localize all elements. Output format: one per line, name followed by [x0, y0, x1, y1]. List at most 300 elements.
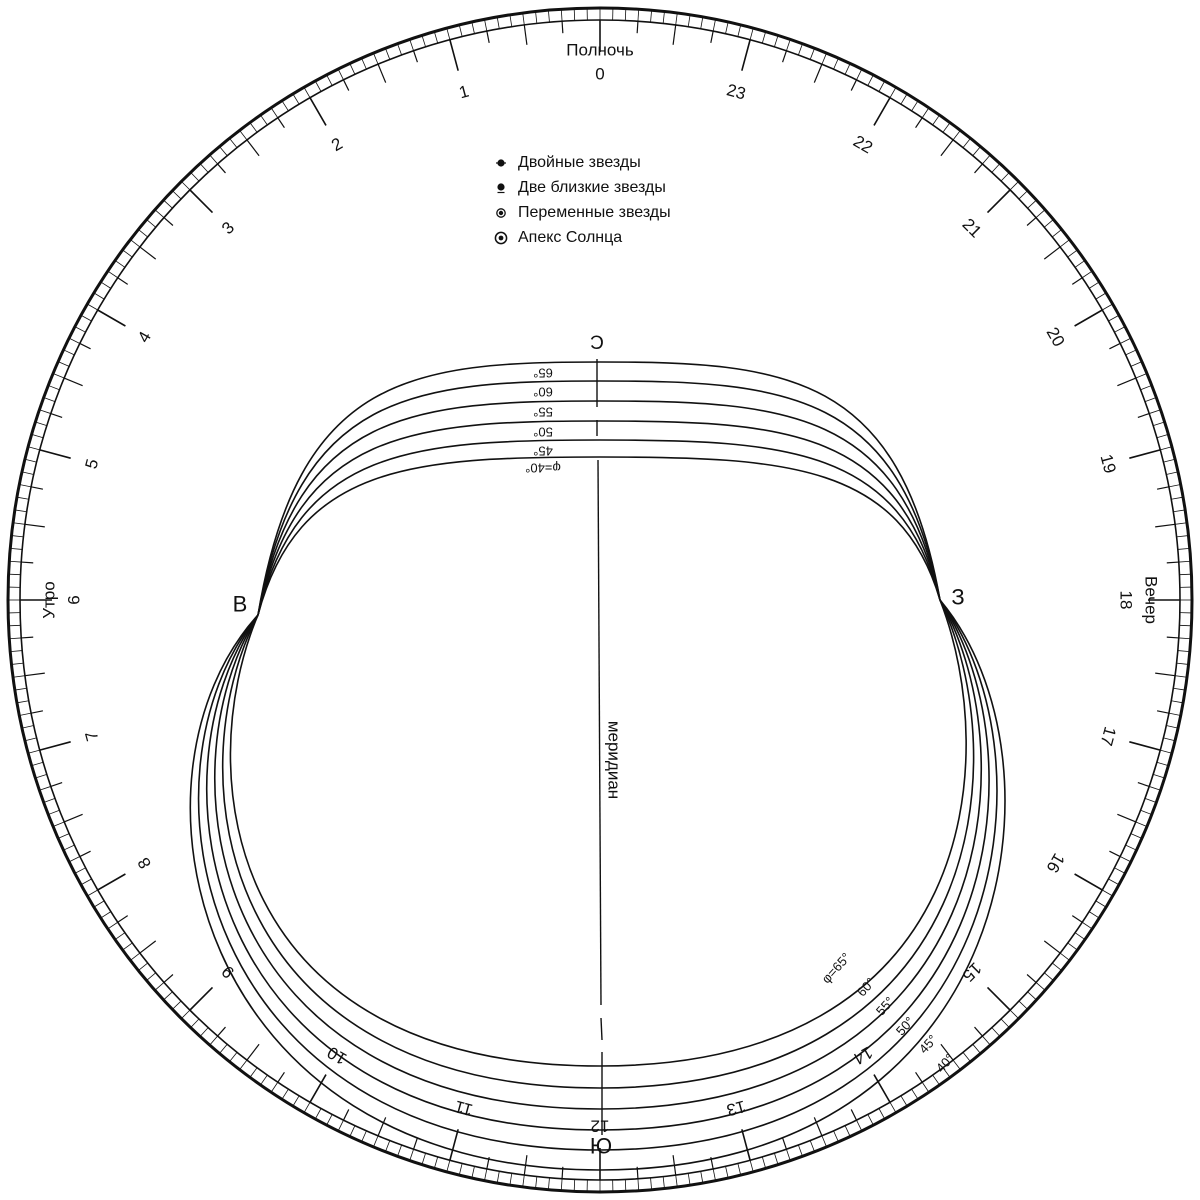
- dial-tick: [1155, 673, 1175, 676]
- dial-minute-tick: [786, 39, 790, 50]
- dial-minute-tick: [75, 327, 86, 333]
- dial-minute-tick: [1089, 912, 1099, 918]
- dial-minute-tick: [459, 25, 462, 37]
- legend-item-double-star: [490, 150, 671, 175]
- dial-minute-tick: [1044, 219, 1053, 227]
- dial-minute-tick: [32, 762, 44, 765]
- dial-minute-tick: [688, 1173, 690, 1185]
- dial-minute-tick: [1131, 834, 1142, 839]
- dial-tick: [140, 247, 156, 259]
- dial-minute-tick: [1145, 798, 1156, 802]
- dial-minute-tick: [890, 87, 896, 97]
- dial-minute-tick: [1163, 459, 1175, 462]
- dial-minute-tick: [130, 240, 140, 247]
- dial-minute-tick: [798, 44, 802, 55]
- hour-tick: [40, 450, 71, 458]
- dial-minute-tick: [1019, 191, 1028, 199]
- dial-minute-tick: [327, 1114, 333, 1125]
- dial-minute-tick: [1120, 338, 1131, 343]
- horizon-curve-lower: [190, 600, 1005, 1170]
- dial-minute-tick: [1089, 282, 1099, 288]
- dial-tick: [164, 218, 173, 226]
- dial-minute-tick: [350, 63, 355, 74]
- dial-minute-tick: [28, 447, 40, 450]
- dial-minute-tick: [422, 1153, 426, 1164]
- dial-minute-tick: [1173, 510, 1185, 512]
- dial-minute-tick: [901, 1096, 907, 1106]
- dial-minute-tick: [101, 282, 111, 288]
- dial-minute-tick: [1178, 651, 1190, 652]
- dial-tick: [218, 1027, 226, 1036]
- dial-minute-tick: [25, 459, 37, 462]
- dial-minute-tick: [1153, 774, 1164, 778]
- dial-minute-tick: [510, 15, 512, 27]
- dial-minute-tick: [1179, 561, 1191, 562]
- dial-tick: [1138, 783, 1149, 787]
- dial-minute-tick: [147, 219, 156, 227]
- dial-minute-tick: [1126, 845, 1137, 850]
- dial-minute-tick: [22, 726, 34, 729]
- dial-minute-tick: [1068, 250, 1078, 257]
- dial-minute-tick: [973, 1044, 981, 1053]
- dial-minute-tick: [992, 1028, 1000, 1037]
- dial-minute-tick: [115, 933, 125, 940]
- dial-minute-tick: [1060, 953, 1070, 960]
- dial-minute-tick: [1169, 713, 1181, 715]
- dial-tick: [1109, 343, 1120, 348]
- hour-label: 15: [958, 958, 986, 986]
- dial-minute-tick: [19, 485, 31, 487]
- dial-minute-tick: [164, 992, 173, 1000]
- hour-label: 20: [1042, 324, 1069, 350]
- dial-minute-tick: [625, 1179, 626, 1191]
- dial-minute-tick: [1149, 410, 1160, 414]
- hour-label: 11: [452, 1096, 475, 1120]
- dial-tick: [118, 916, 128, 923]
- dial-minute-tick: [164, 200, 173, 208]
- dial-minute-tick: [1173, 688, 1185, 690]
- hour-label: 6: [64, 595, 84, 605]
- dial-minute-tick: [1175, 523, 1187, 525]
- dial-minute-tick: [1175, 676, 1187, 678]
- hour-tick: [874, 98, 890, 126]
- dial-minute-tick: [1141, 385, 1152, 389]
- dial-minute-tick: [1136, 822, 1147, 827]
- dial-minute-tick: [1044, 973, 1053, 981]
- legend-label: Апекс Солнца: [518, 228, 623, 246]
- dial-minute-tick: [750, 1160, 753, 1172]
- dial-minute-tick: [13, 523, 25, 525]
- dial-tick: [1155, 524, 1175, 527]
- dial-minute-tick: [922, 1082, 929, 1092]
- dial-minute-tick: [1179, 625, 1191, 626]
- dial-minute-tick: [1160, 750, 1172, 753]
- dial-minute-tick: [315, 81, 321, 92]
- dial-minute-tick: [822, 53, 827, 64]
- dial-minute-tick: [953, 130, 960, 140]
- dial-minute-tick: [1136, 373, 1147, 378]
- dial-minute-tick: [1153, 422, 1164, 426]
- dial-minute-tick: [1157, 434, 1169, 437]
- dial-minute-tick: [701, 1171, 703, 1183]
- dial-tick: [140, 941, 156, 953]
- dial-minute-tick: [63, 350, 74, 355]
- dial-tick: [1138, 414, 1149, 418]
- legend-label: Двойные звезды: [518, 153, 641, 171]
- dial-minute-tick: [485, 19, 487, 31]
- dial-minute-tick: [625, 9, 626, 21]
- dial-minute-tick: [548, 10, 549, 22]
- dial-minute-tick: [304, 1102, 310, 1112]
- dial-minute-tick: [250, 1068, 257, 1078]
- hour-label: 5: [81, 456, 103, 471]
- dial-minute-tick: [810, 48, 814, 59]
- latitude-label-lower: 55°: [872, 993, 898, 1019]
- hour-tick: [1129, 450, 1160, 458]
- dial-minute-tick: [271, 108, 278, 118]
- dial-minute-tick: [35, 774, 46, 778]
- dial-minute-tick: [1169, 485, 1181, 487]
- hour-label: 3: [217, 217, 239, 239]
- dial-minute-tick: [282, 101, 288, 111]
- dial-minute-tick: [982, 155, 990, 164]
- dial-minute-tick: [410, 1149, 414, 1160]
- dial-minute-tick: [1082, 271, 1092, 278]
- legend-label: Две близкие звезды: [518, 178, 666, 196]
- dial-tick: [414, 51, 418, 62]
- horizon-curve-lower: [223, 600, 974, 1088]
- latitude-label-upper: 45°: [533, 443, 553, 459]
- dial-minute-tick: [1163, 738, 1175, 741]
- dial-minute-tick: [53, 373, 64, 378]
- dial-minute-tick: [28, 750, 40, 753]
- legend: [490, 150, 671, 250]
- dial-tick: [1167, 562, 1179, 563]
- latitude-label-lower: 50°: [892, 1013, 918, 1039]
- dial-minute-tick: [1010, 181, 1018, 189]
- legend-item-variable-star: [490, 200, 671, 225]
- dial-minute-tick: [181, 181, 189, 189]
- dial-minute-tick: [868, 75, 874, 86]
- dial-tick: [673, 25, 676, 45]
- dial-minute-tick: [210, 155, 218, 164]
- dial-tick: [64, 378, 82, 386]
- dial-minute-tick: [350, 1126, 355, 1137]
- latitude-label-lower: φ=65°: [818, 949, 854, 987]
- dial-minute-tick: [912, 101, 918, 111]
- dial-minute-tick: [447, 28, 450, 40]
- dial-tick: [1117, 378, 1135, 386]
- dial-minute-tick: [25, 738, 37, 741]
- dial-minute-tick: [181, 1010, 189, 1018]
- dial-tick: [711, 31, 713, 43]
- dial-minute-tick: [58, 362, 69, 367]
- morning-label: Утро: [39, 581, 59, 619]
- dial-minute-tick: [9, 561, 21, 562]
- dial-minute-tick: [574, 9, 575, 21]
- diagram-labels: [233, 331, 965, 1159]
- dial-minute-tick: [81, 879, 92, 885]
- latitude-label-lower: 45°: [915, 1031, 941, 1057]
- dial-minute-tick: [497, 1171, 499, 1183]
- dial-tick: [247, 1044, 259, 1060]
- hour-label: 0: [595, 64, 605, 84]
- dial-minute-tick: [726, 22, 729, 34]
- dial-minute-tick: [1149, 786, 1160, 790]
- meridian-tick: [601, 1018, 602, 1040]
- dial-minute-tick: [13, 676, 25, 678]
- dial-minute-tick: [933, 1075, 940, 1085]
- dial-minute-tick: [1178, 548, 1190, 549]
- dial-minute-tick: [260, 1075, 267, 1085]
- dial-minute-tick: [1060, 240, 1070, 247]
- dial-minute-tick: [229, 1052, 237, 1061]
- hour-label: 12: [590, 1116, 610, 1136]
- dial-tick: [1027, 218, 1036, 226]
- dial-minute-tick: [822, 1136, 827, 1147]
- meridian: [597, 359, 624, 1135]
- dial-minute-tick: [750, 28, 753, 40]
- dial-minute-tick: [1068, 943, 1078, 950]
- dial-minute-tick: [1114, 327, 1125, 333]
- dial-minute-tick: [373, 1136, 378, 1147]
- horizon-curve-lower: [199, 600, 997, 1150]
- dial-minute-tick: [912, 1089, 918, 1099]
- dial-tick: [1109, 851, 1120, 856]
- dial-minute-tick: [48, 385, 59, 389]
- dial-minute-tick: [933, 115, 940, 125]
- dial-tick: [1117, 814, 1135, 822]
- dial-minute-tick: [1126, 350, 1137, 355]
- dial-minute-tick: [834, 58, 839, 69]
- dial-tick: [1157, 487, 1169, 489]
- dial-minute-tick: [688, 15, 690, 27]
- dial-tick: [1072, 916, 1082, 923]
- dial-tick: [1157, 711, 1169, 713]
- dial-minute-tick: [762, 1157, 765, 1169]
- dial-minute-tick: [219, 147, 227, 156]
- hour-tick: [1075, 310, 1103, 326]
- dial-minute-tick: [1096, 293, 1106, 299]
- dial-minute-tick: [1177, 663, 1189, 664]
- hour-tick: [450, 1129, 458, 1160]
- dial-minute-tick: [1166, 472, 1178, 475]
- hour-label: 19: [1096, 452, 1120, 476]
- latitude-label-upper: 60°: [533, 384, 553, 400]
- dial-tick: [118, 278, 128, 285]
- hour-label: 23: [724, 80, 748, 104]
- dial-minute-tick: [422, 35, 426, 46]
- dial-minute-tick: [9, 638, 21, 639]
- dial-tick: [343, 80, 348, 91]
- dial-minute-tick: [434, 1157, 437, 1169]
- dial-minute-tick: [1096, 901, 1106, 907]
- dial-tick: [80, 343, 91, 348]
- dial-minute-tick: [63, 845, 74, 850]
- dial-minute-tick: [638, 1179, 639, 1191]
- dial-minute-tick: [943, 123, 950, 133]
- dial-minute-tick: [398, 1145, 402, 1156]
- dial-minute-tick: [1145, 398, 1156, 402]
- dial-minute-tick: [857, 69, 862, 80]
- dial-minute-tick: [32, 434, 44, 437]
- dial-minute-tick: [362, 58, 367, 69]
- dial-tick: [1027, 975, 1036, 983]
- dial-minute-tick: [191, 172, 199, 181]
- dial-minute-tick: [963, 1052, 971, 1061]
- dial-tick: [218, 164, 226, 173]
- east-label: В: [232, 591, 248, 617]
- dial-minute-tick: [1102, 890, 1112, 896]
- dial-minute-tick: [327, 75, 333, 86]
- dial-tick: [21, 562, 33, 563]
- dial-minute-tick: [982, 1036, 990, 1045]
- dial-minute-tick: [638, 9, 639, 21]
- hour-tick: [1075, 874, 1103, 890]
- dial-minute-tick: [810, 1141, 814, 1152]
- dial-minute-tick: [523, 1175, 525, 1187]
- hour-label: 18: [1116, 590, 1136, 610]
- hour-label: 2: [328, 133, 346, 156]
- dial-minute-tick: [992, 164, 1000, 173]
- dial-minute-tick: [39, 786, 50, 790]
- dial-minute-tick: [701, 17, 703, 29]
- dial-minute-tick: [39, 410, 50, 414]
- dial-minute-tick: [69, 338, 80, 343]
- dial-minute-tick: [786, 1149, 790, 1160]
- dial-minute-tick: [497, 17, 499, 29]
- dial-minute-tick: [1120, 857, 1131, 862]
- dial-minute-tick: [1131, 362, 1142, 367]
- dial-minute-tick: [857, 1120, 862, 1131]
- dial-minute-tick: [219, 1044, 227, 1053]
- dial-minute-tick: [108, 922, 118, 929]
- hour-tick: [98, 310, 126, 326]
- dial-minute-tick: [738, 1163, 741, 1175]
- close-pair-star-icon: [490, 182, 512, 194]
- dial-minute-tick: [123, 943, 133, 950]
- dial-minute-tick: [373, 53, 378, 64]
- dial-tick: [64, 814, 82, 822]
- dial-tick: [414, 1138, 418, 1149]
- dial-minute-tick: [434, 32, 437, 44]
- dial-minute-tick: [108, 271, 118, 278]
- hour-tick: [987, 190, 1010, 213]
- dial-minute-tick: [536, 1177, 537, 1189]
- dial-minute-tick: [200, 1028, 208, 1037]
- south-label: Ю: [589, 1133, 613, 1159]
- hour-tick: [742, 1129, 750, 1160]
- dial-tick: [916, 1072, 923, 1082]
- dial-minute-tick: [1028, 200, 1037, 208]
- dial-tick: [814, 64, 822, 82]
- dial-minute-tick: [282, 1089, 288, 1099]
- dial-minute-tick: [561, 9, 562, 21]
- dial-minute-tick: [410, 39, 414, 50]
- dial-minute-tick: [651, 10, 652, 22]
- dial-minute-tick: [115, 260, 125, 267]
- dial-minute-tick: [293, 1096, 299, 1106]
- latitude-label-upper: 55°: [533, 404, 553, 420]
- dial-tick: [851, 80, 856, 91]
- hour-tick: [310, 98, 326, 126]
- hour-tick: [987, 987, 1010, 1010]
- dial-minute-tick: [35, 422, 46, 426]
- dial-minute-tick: [58, 834, 69, 839]
- hour-label: 10: [324, 1042, 350, 1069]
- hour-label: 7: [81, 729, 103, 744]
- dial-minute-tick: [713, 19, 715, 31]
- dial-minute-tick: [1109, 879, 1120, 885]
- dial-minute-tick: [130, 953, 140, 960]
- dial-minute-tick: [19, 713, 31, 715]
- dial-tick: [783, 1138, 787, 1149]
- dial-tick: [562, 21, 563, 33]
- dial-tick: [21, 637, 33, 638]
- dial-minute-tick: [87, 304, 97, 310]
- dial-minute-tick: [1036, 982, 1045, 990]
- dial-tick: [31, 487, 43, 489]
- solar-apex-icon: [490, 231, 512, 245]
- dial-minute-tick: [1082, 922, 1092, 929]
- dial-minute-tick: [53, 822, 64, 827]
- hour-tick: [190, 190, 213, 213]
- dial-minute-tick: [1052, 229, 1061, 237]
- dial-minute-tick: [9, 574, 21, 575]
- dial-minute-tick: [1001, 172, 1009, 181]
- dial-minute-tick: [1010, 1010, 1018, 1018]
- dial-minute-tick: [1171, 701, 1183, 703]
- dial-minute-tick: [1001, 1019, 1009, 1028]
- dial-tick: [278, 118, 285, 128]
- dial-tick: [941, 140, 953, 156]
- dial-minute-tick: [1179, 638, 1191, 639]
- variable-star-icon: [490, 207, 512, 219]
- dial-tick: [31, 711, 43, 713]
- dial-minute-tick: [738, 25, 741, 37]
- dial-minute-tick: [240, 1060, 247, 1070]
- dial-minute-tick: [561, 1179, 562, 1191]
- dial-tick: [975, 164, 983, 173]
- dial-minute-tick: [548, 1178, 549, 1190]
- dial-minute-tick: [890, 1102, 896, 1112]
- dial-minute-tick: [87, 890, 97, 896]
- legend-item-close-pair: [490, 175, 671, 200]
- dial-tick: [1072, 278, 1082, 285]
- meridian-line: [598, 460, 601, 1005]
- dial-minute-tick: [798, 1145, 802, 1156]
- dial-minute-tick: [868, 1114, 874, 1125]
- dial-minute-tick: [845, 1126, 850, 1137]
- dial-minute-tick: [1114, 868, 1125, 874]
- horizon-curve-lower: [215, 600, 982, 1109]
- dial-minute-tick: [69, 857, 80, 862]
- dial-minute-tick: [762, 32, 765, 44]
- dial-minute-tick: [210, 1036, 218, 1045]
- hour-label: 16: [1042, 850, 1069, 876]
- dial-minute-tick: [1177, 536, 1189, 537]
- dial-minute-tick: [879, 81, 885, 92]
- hour-tick: [40, 742, 71, 750]
- dial-minute-tick: [172, 191, 181, 199]
- dial-tick: [25, 673, 45, 676]
- dial-tick: [487, 31, 489, 43]
- latitude-label-lower: 60°: [853, 974, 879, 1000]
- dial-tick: [975, 1027, 983, 1036]
- dial-tick: [524, 25, 527, 45]
- dial-minute-tick: [250, 123, 257, 133]
- hour-label: 22: [850, 131, 876, 158]
